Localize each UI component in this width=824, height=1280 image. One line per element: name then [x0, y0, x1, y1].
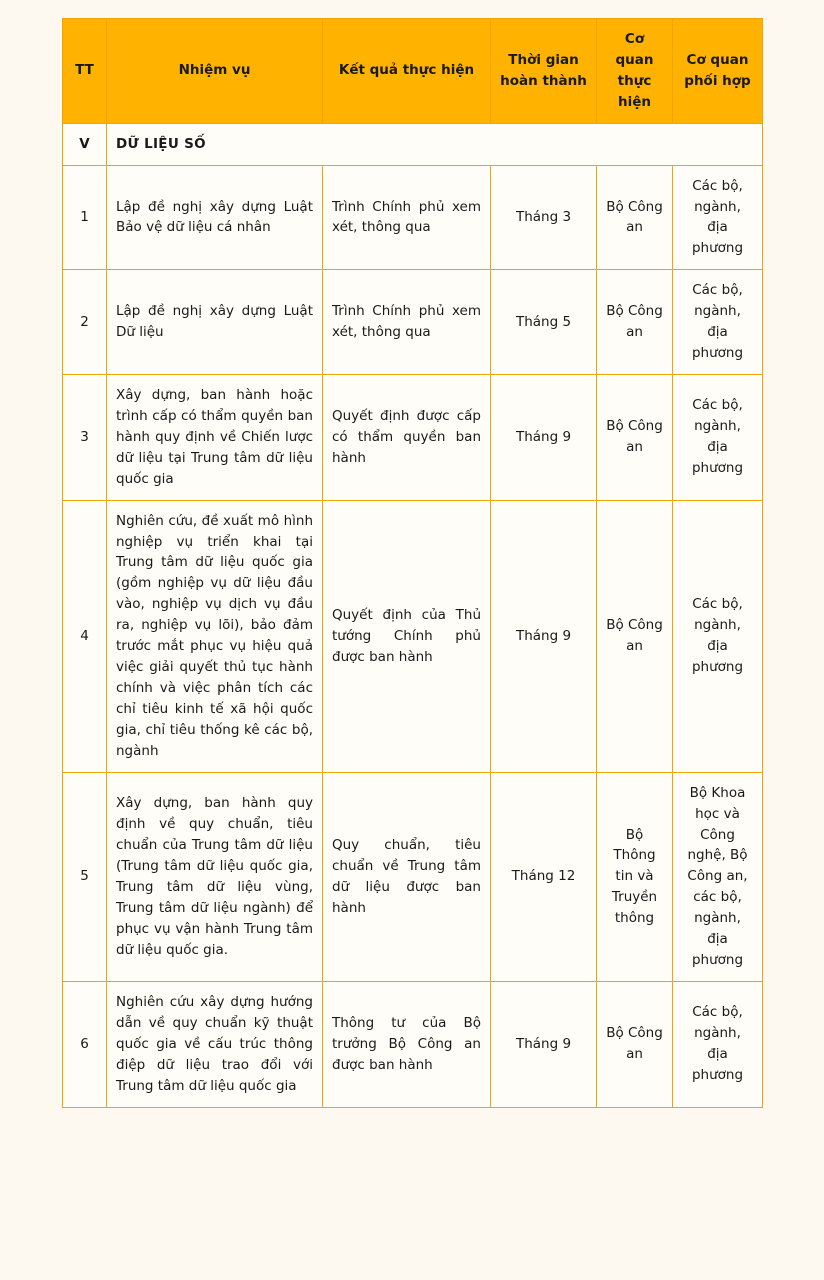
table-header	[63, 19, 763, 124]
row-deadline: Tháng 9	[491, 981, 597, 1107]
row-coordinating-agency: Bộ Khoa học và Công nghệ, Bộ Công an, các bộ, ngành, địa phương	[673, 772, 763, 981]
row-number: 1	[63, 165, 107, 270]
row-result: Quyết định được cấp có thẩm quyền ban hành	[323, 374, 491, 500]
section-title: DỮ LIỆU SỐ	[107, 123, 763, 165]
row-implementing-agency: Bộ Công an	[597, 500, 673, 772]
row-coordinating-agency: Các bộ, ngành, địa phương	[673, 500, 763, 772]
row-number: 2	[63, 270, 107, 375]
row-task: Lập đề nghị xây dựng Luật Bảo vệ dữ liệu cá nhân	[107, 165, 323, 270]
row-number: 6	[63, 981, 107, 1107]
row-implementing-agency: Bộ Công an	[597, 981, 673, 1107]
row-number: 5	[63, 772, 107, 981]
table-body	[63, 123, 763, 1107]
row-coordinating-agency: Các bộ, ngành, địa phương	[673, 981, 763, 1107]
row-task: Nghiên cứu, đề xuất mô hình nghiệp vụ triển khai tại Trung tâm dữ liệu quốc gia (gồm nghiệp vụ dữ liệu đầu vào, nghiệp vụ dịch vụ đầu ra, nghiệp vụ lõi), bảo đảm trước mắt phục vụ hiệu quả việc giải quyết thủ tục hành chính và việc phân tích các chỉ tiêu kinh tế xã hội quốc gia, chỉ tiêu thống kê các bộ, ngành	[107, 500, 323, 772]
row-deadline: Tháng 9	[491, 500, 597, 772]
row-deadline: Tháng 12	[491, 772, 597, 981]
row-result: Quy chuẩn, tiêu chuẩn về Trung tâm dữ liệu được ban hành	[323, 772, 491, 981]
row-task: Xây dựng, ban hành quy định về quy chuẩn, tiêu chuẩn của Trung tâm dữ liệu (Trung tâm dữ liệu quốc gia, Trung tâm dữ liệu vùng, Trung tâm dữ liệu ngành) để phục vụ vận hành Trung tâm dữ liệu quốc gia.	[107, 772, 323, 981]
column-header-tt: TT	[63, 19, 107, 124]
section-number: V	[63, 123, 107, 165]
row-implementing-agency: Bộ Công an	[597, 270, 673, 375]
row-coordinating-agency: Các bộ, ngành, địa phương	[673, 374, 763, 500]
table-row	[63, 270, 763, 375]
column-header-result: Kết quả thực hiện	[323, 19, 491, 124]
row-deadline: Tháng 9	[491, 374, 597, 500]
row-deadline: Tháng 5	[491, 270, 597, 375]
row-number: 4	[63, 500, 107, 772]
table-row	[63, 981, 763, 1107]
row-task: Lập đề nghị xây dựng Luật Dữ liệu	[107, 270, 323, 375]
table-row	[63, 772, 763, 981]
row-result: Trình Chính phủ xem xét, thông qua	[323, 165, 491, 270]
row-coordinating-agency: Các bộ, ngành, địa phương	[673, 270, 763, 375]
row-implementing-agency: Bộ Công an	[597, 165, 673, 270]
column-header-implementing-agency: Cơ quan thực hiện	[597, 19, 673, 124]
row-result: Thông tư của Bộ trưởng Bộ Công an được ban hành	[323, 981, 491, 1107]
column-header-coordinating-agency: Cơ quan phối hợp	[673, 19, 763, 124]
table-row	[63, 374, 763, 500]
row-task: Xây dựng, ban hành hoặc trình cấp có thẩm quyền ban hành quy định về Chiến lược dữ liệu tại Trung tâm dữ liệu quốc gia	[107, 374, 323, 500]
row-coordinating-agency: Các bộ, ngành, địa phương	[673, 165, 763, 270]
row-implementing-agency: Bộ Công an	[597, 374, 673, 500]
row-result: Trình Chính phủ xem xét, thông qua	[323, 270, 491, 375]
row-result: Quyết định của Thủ tướng Chính phủ được ban hành	[323, 500, 491, 772]
table-header-row	[63, 19, 763, 124]
row-number: 3	[63, 374, 107, 500]
tasks-table	[62, 18, 763, 1108]
column-header-deadline: Thời gian hoàn thành	[491, 19, 597, 124]
table-row	[63, 500, 763, 772]
column-header-task: Nhiệm vụ	[107, 19, 323, 124]
row-task: Nghiên cứu xây dựng hướng dẫn về quy chuẩn kỹ thuật quốc gia về cấu trúc thông điệp dữ liệu trao đổi với Trung tâm dữ liệu quốc gia	[107, 981, 323, 1107]
row-implementing-agency: Bộ Thông tin và Truyền thông	[597, 772, 673, 981]
row-deadline: Tháng 3	[491, 165, 597, 270]
table-row	[63, 165, 763, 270]
table-section-row	[63, 123, 763, 165]
